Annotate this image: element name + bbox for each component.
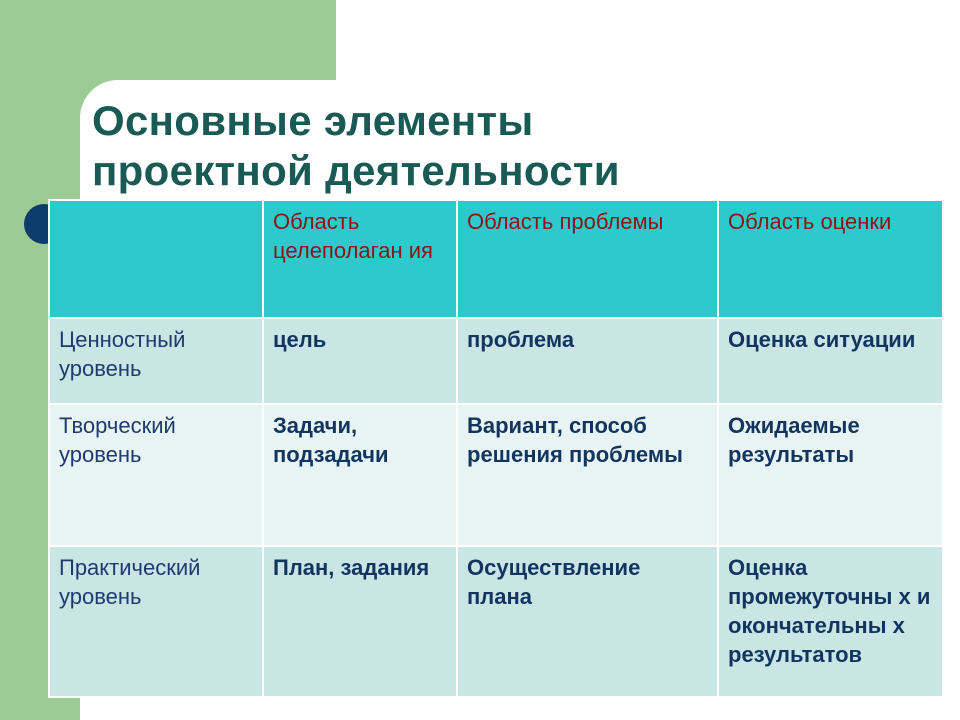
table-header-goal-area: Область целеполаган ия (263, 200, 457, 318)
table-cell: Оценка промежуточны х и окончательны х результатов (718, 546, 943, 697)
table-header-empty (49, 200, 263, 318)
table-cell: Задачи, подзадачи (263, 404, 457, 546)
table-cell: Вариант, способ решения проблемы (457, 404, 718, 546)
slide-title-line-1: Основные элементы (92, 97, 534, 144)
table-row (49, 546, 943, 697)
table-cell: Ожидаемые результаты (718, 404, 943, 546)
table-header-problem-area: Область проблемы (457, 200, 718, 318)
elements-table (48, 199, 944, 698)
table-cell: Осуществление плана (457, 546, 718, 697)
table-cell: проблема (457, 318, 718, 404)
table-row (49, 318, 943, 404)
background-green-bar-top (0, 0, 336, 80)
slide-title (92, 96, 620, 196)
row-label-practical-level: Практический уровень (49, 546, 263, 697)
table-cell: Оценка ситуации (718, 318, 943, 404)
table-header-evaluation-area: Область оценки (718, 200, 943, 318)
row-label-value-level: Ценностный уровень (49, 318, 263, 404)
table-cell: цель (263, 318, 457, 404)
slide-title-line-2: проектной деятельности (92, 147, 620, 194)
table-row (49, 404, 943, 546)
table-header-row (49, 200, 943, 318)
table-cell: План, задания (263, 546, 457, 697)
row-label-creative-level: Творческий уровень (49, 404, 263, 546)
